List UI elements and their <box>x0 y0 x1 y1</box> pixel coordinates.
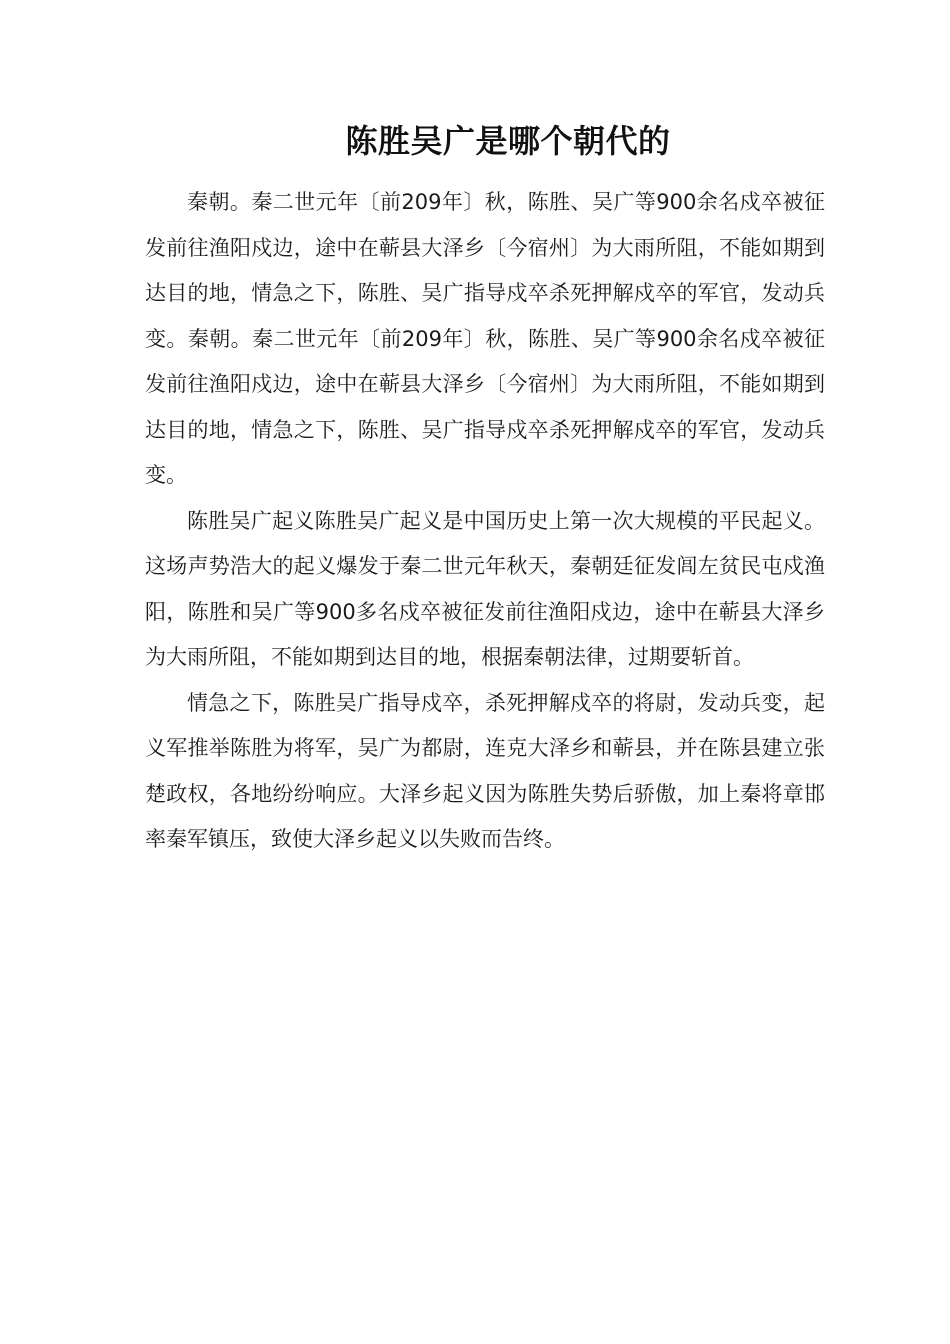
page-title: 陈胜吴广是哪个朝代的 <box>345 122 671 160</box>
paragraph-1: 秦朝。秦二世元年〔前209年〕秋，陈胜、吴广等900余名戍卒被征发前往渔阳戍边，途中在蕲县大泽乡〔今宿州〕为大雨所阻，不能如期到达目的地，情急之下，陈胜、吴广指导戍卒杀死押解戍卒的军官，发动兵变。秦朝。秦二世元年〔前209年〕秋，陈胜、吴广等900余名戍卒被征发前往渔阳戍边，途中在蕲县大泽乡〔今宿州〕为大雨所阻，不能如期到达目的地，情急之下，陈胜、吴广指导戍卒杀死押解戍卒的军官，发动兵变。 <box>145 190 825 487</box>
document-body <box>145 180 825 863</box>
paragraph-3: 情急之下，陈胜吴广指导戍卒，杀死押解戍卒的将尉，发动兵变，起义军推举陈胜为将军，吴广为都尉，连克大泽乡和蕲县，并在陈县建立张楚政权，各地纷纷响应。大泽乡起义因为陈胜失势后骄傲，加上秦将章邯率秦军镇压，致使大泽乡起义以失败而告终。 <box>145 690 825 851</box>
paragraph-2: 陈胜吴广起义陈胜吴广起义是中国历史上第一次大规模的平民起义。这场声势浩大的起义爆发于秦二世元年秋天，秦朝廷征发闾左贫民屯戍渔阳，陈胜和吴广等900多名戍卒被征发前往渔阳戍边，途中在蕲县大泽乡为大雨所阻，不能如期到达目的地，根据秦朝法律，过期要斩首。 <box>145 508 825 669</box>
